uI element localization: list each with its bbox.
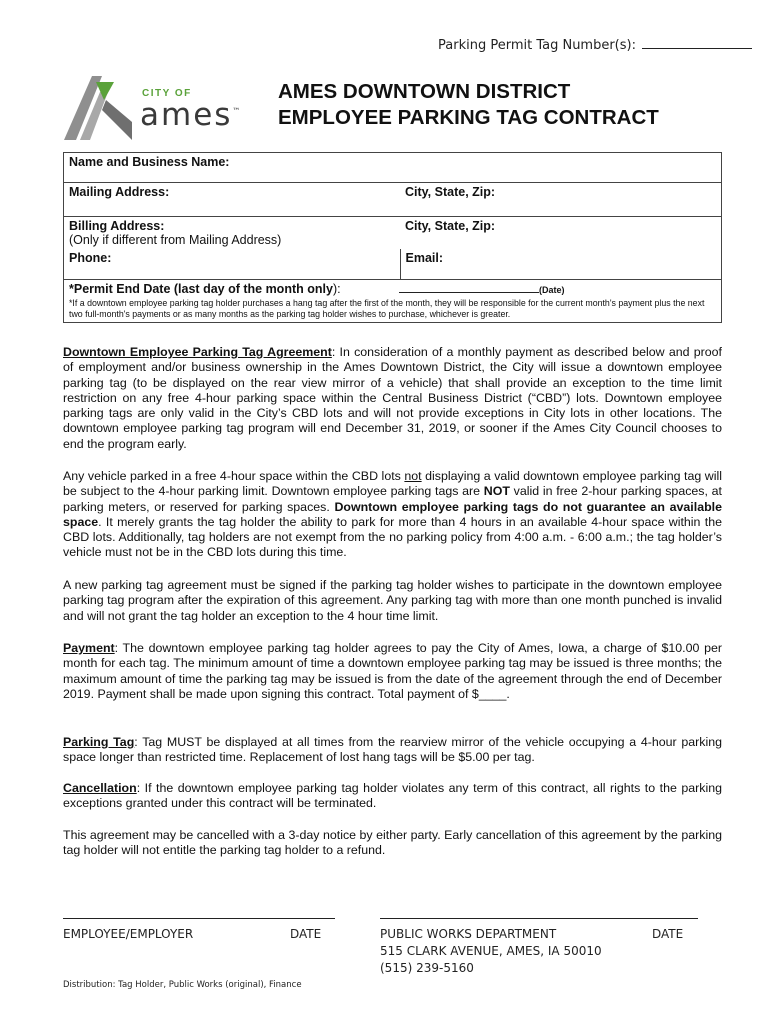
phone-field[interactable]: Phone: (64, 249, 401, 279)
p2-text-d: . It merely grants the tag holder the ability to park for more than 4 hours in an available 4-hour space within the CBD lots. Additionally, tag holders are not exempt from the no parking policy from 4:00 a.m. - 6:00 a.m.; the tag holder’s vehicle must not be in the CBD lots during this time. (63, 514, 722, 560)
agreement-paragraph-3 (63, 578, 722, 624)
billing-address-note: (Only if different from Mailing Address) (69, 233, 282, 247)
city-of-ames-logo (62, 70, 252, 148)
title-line-1: AMES DOWNTOWN DISTRICT (278, 80, 571, 103)
logo-ames (140, 97, 242, 133)
cancellation-heading: Cancellation (63, 781, 137, 795)
permit-tag-label: Parking Permit Tag Number(s): (438, 38, 636, 53)
agreement-paragraph-2 (63, 469, 722, 561)
distribution-note: Distribution: Tag Holder, Public Works (original), Finance (63, 980, 302, 990)
agreement-heading: Downtown Employee Parking Tag Agreement (63, 345, 332, 359)
payment-section (63, 641, 722, 702)
email-field[interactable]: Email: (400, 249, 722, 279)
permit-tag-blank[interactable] (642, 36, 752, 49)
cancellation-text: : If the downtown employee parking tag holder violates any term of this contract, all rights to the parking exceptions granted under this contract will be terminated. (63, 781, 722, 811)
payment-heading: Payment (63, 641, 115, 655)
permit-footnote: *If a downtown employee parking tag holder purchases a hang tag after the first of the month, they will be responsible for the current month's payment plus the next two full-month's payments or as many months as the parking tag holder wishes to purchase, whichever is greater. (69, 297, 705, 319)
permit-end-date-field[interactable] (64, 279, 722, 322)
parking-tag-text: : Tag MUST be displayed at all times from the rearview mirror of the vehicle occupying a 4-hour parking space longer than restricted time. Replacement of lost hang tags will be $5.00 per tag. (63, 735, 722, 765)
agreement-last-paragraph (63, 828, 722, 859)
parking-tag-heading: Parking Tag (63, 735, 135, 749)
payment-end: . (506, 686, 510, 701)
permit-date-blank (399, 282, 565, 296)
logo-ames-text: ames (140, 97, 233, 133)
p3-text: A new parking tag agreement must be signed if the parking tag holder wishes to participate in the downtown employee parking tag program after the expiration of this agreement. Any parking tag with more than one month punched is invalid and will not grant the tag holder an exception to the 4 hour time limit. (63, 578, 722, 623)
public-works-phone: (515) 239-5160 (380, 961, 474, 975)
mailing-address-field[interactable]: Mailing Address: (64, 183, 401, 217)
p-last-text: This agreement may be cancelled with a 3-day notice by either party. Early cancellation of this agreement by the parking tag holder will not entitle the parking tag holder to a refund. (63, 828, 722, 858)
agreement-paragraph-1 (63, 345, 722, 452)
payment-blank[interactable]: ____ (478, 686, 507, 701)
cancellation-section (63, 781, 722, 812)
logo-mark-icon (62, 70, 142, 148)
permit-end-label: *Permit End Date (last day of the month only (69, 281, 333, 296)
agreement-text: : In consideration of a monthly payment as described below and proof of employment and/or business ownership in the Ames Downtown District, the City will issue a downtown employee parking tag (to be displayed on the rear view mirror of a vehicle) that shall provide an exception to the time limit restriction on any free 4-hour parking space within the Central Business District (“CBD”) lots. Downtown employee parking tags are only valid in the City’s CBD lots and will not provide exceptions in City lots in other locations. The downtown employee parking tag program will end December 31, 2019, or sooner if the Ames City Council chooses to end the program early. (63, 345, 722, 451)
employee-signature-line[interactable] (63, 918, 335, 919)
permit-end-label-close: ): (332, 281, 341, 296)
logo-city-of: CITY OF (142, 88, 192, 99)
title-line-2: EMPLOYEE PARKING TAG CONTRACT (278, 106, 659, 129)
logo-trademark: ™ (232, 106, 243, 116)
p2-guarantee-bold: Downtown employee parking tags do not guarantee an available space (63, 499, 722, 529)
p2-not-bold: NOT (483, 484, 510, 499)
p2-text-b: displaying a valid downtown employee parking tag will be subject to the 4-hour parking limit. Downtown employee parking tags are (63, 469, 723, 499)
contact-form-table (63, 152, 722, 323)
billing-address-label: Billing Address: (69, 219, 165, 233)
public-works-address: 515 CLARK AVENUE, AMES, IA 50010 (380, 944, 602, 958)
p2-not-underlined: not (404, 469, 422, 483)
payment-text: : The downtown employee parking tag holder agrees to pay the City of Ames, Iowa, a charge of $10.00 per month for each tag. The minimum amount of time a downtown employee parking tag may be issued is three months; the maximum amount of time the parking tag may be issued is from the date of the agreement through the end of December 2019. Payment shall be made upon signing this contract. Total payment of $ (63, 641, 722, 701)
parking-tag-section (63, 735, 722, 766)
public-works-label: PUBLIC WORKS DEPARTMENT (380, 927, 557, 941)
employee-employer-label: EMPLOYEE/EMPLOYER (63, 927, 194, 941)
city-state-zip-field-1[interactable]: City, State, Zip: (400, 183, 722, 217)
employee-date-label: DATE (290, 927, 322, 941)
document-title (278, 79, 659, 131)
city-state-zip-field-2[interactable]: City, State, Zip: (400, 217, 722, 250)
billing-address-field[interactable] (64, 217, 401, 250)
name-business-field[interactable]: Name and Business Name: (64, 153, 722, 183)
permit-tag-number (438, 36, 752, 53)
public-works-signature-line[interactable] (380, 918, 698, 919)
public-works-date-label: DATE (652, 927, 684, 941)
p2-text-a: Any vehicle parked in a free 4-hour space within the CBD lots (63, 469, 405, 483)
p2-text-c: valid in free 2-hour parking spaces, at parking meters, or reserved for parking spaces. (63, 484, 722, 514)
permit-date-label: (Date) (539, 284, 565, 295)
